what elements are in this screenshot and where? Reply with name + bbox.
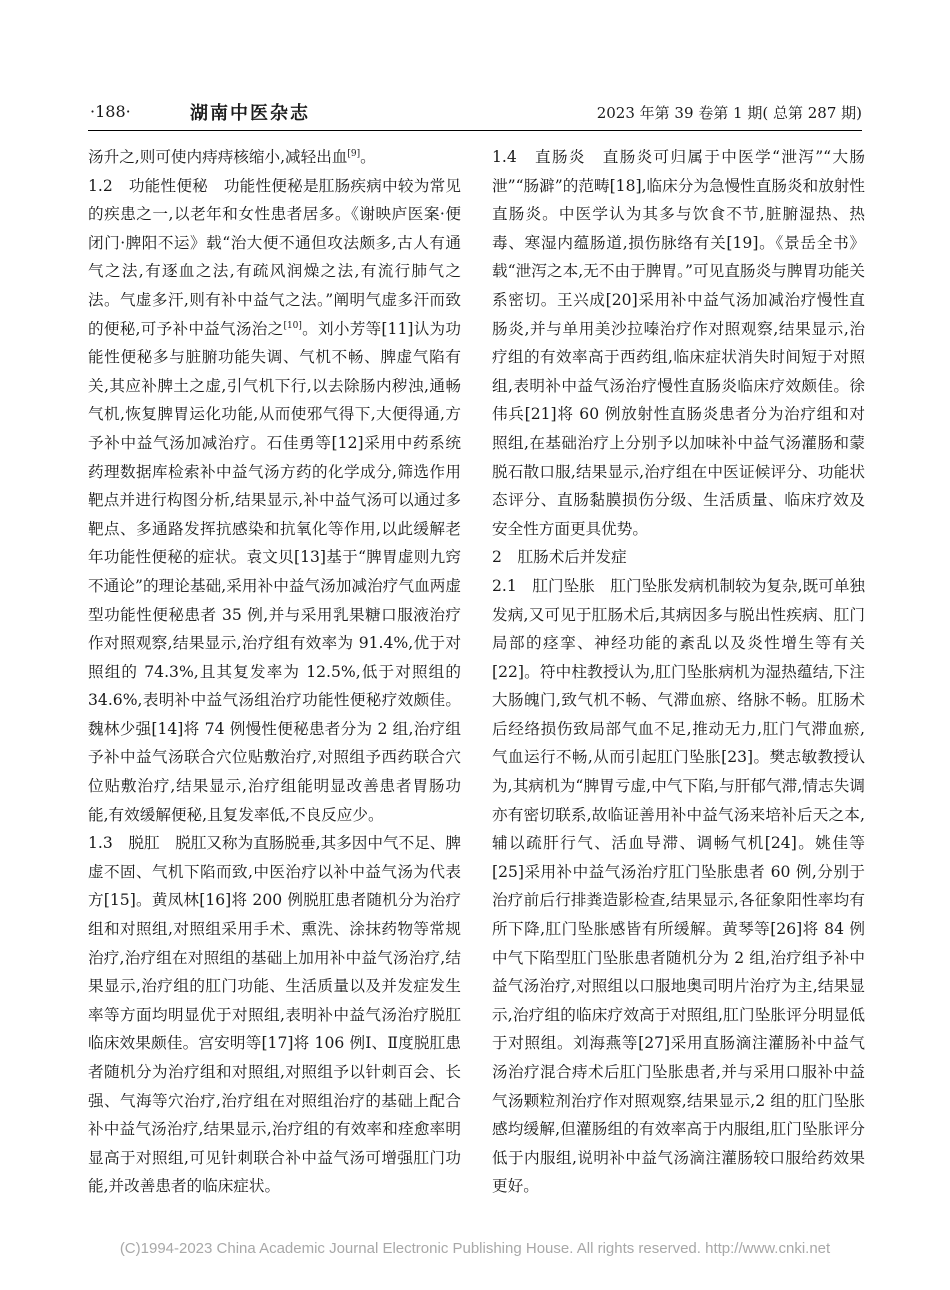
paragraph: 2.1 肛门坠胀 肛门坠胀发病机制较为复杂,既可单独发病,又可见于肛肠术后,其病因多与脱出性疾病、肛门局部的痉挛、神经功能的紊乱以及炎性增生等有关[22]。符中柱教授认为,肛门坠胀病机为湿热蕴结,下注大肠魄门,致气机不畅、气滞血瘀、络脉不畅。肛肠术后经络损伤致局部气血不足,推动无力,肛门气滞血瘀,气血运行不畅,从而引起肛门坠胀[23]。樊志敏教授认为,其病机为“脾胃亏虚,中气下陷,与肝郁气滞,情志失调亦有密切联系,故临证善用补中益气汤来培补后天之本,辅以疏肝行气、活血导滞、调畅气机[24]。姚佳等[25]采用补中益气汤治疗肛门坠胀患者 60 例,分别于治疗前后行排粪造影检查,结果显示,各征象阳性率均有所下降,肛门坠胀感皆有所缓解。黄琴等[26]将 84 例中气下陷型肛门坠胀患者随机分为 2 组,治疗组予补中益气汤治疗,对照组以口服地奥司明片治疗为主,结果显示,治疗组的临床疗效高于对照组,肛门坠胀评分明显低于对照组。刘海燕等[27]采用直肠滴注灌肠补中益气汤治疗混合痔术后肛门坠胀患者,并与采用口服补中益气汤颗粒剂治疗作对照观察,结果显示,2 组的肛门坠胀感均缓解,但灌肠组的有效率高于内服组,肛门坠胀评分低于内服组,说明补中益气汤滴注灌肠较口服给药效果更好。 xyxy=(492,576,865,1196)
paragraph: 1.3 脱肛 脱肛又称为直肠脱垂,其多因中气不足、脾虚不固、气机下陷而致,中医治疗以补中益气汤为代表方[15]。黄凤林[16]将 200 例脱肛患者随机分为治疗组和对照组,对照组采用手术、熏洗、涂抹药物等常规治疗,治疗组在对照组的基础上加用补中益气汤治疗,结果显示,治疗组的肛门功能、生活质量以及并发症发生率等方面均明显优于对照组,表明补中益气汤治疗脱肛临床效果颇佳。宫安明等[17]将 106 例Ⅰ、Ⅱ度脱肛患者随机分为治疗组和对照组,对照组予以针刺百会、长强、气海等穴治疗,治疗组在对照组治疗的基础上配合补中益气汤治疗,结果显示,治疗组的有效率和痊愈率明显高于对照组,可见针刺联合补中益气汤可增强肛门功能,并改善患者的临床症状。 xyxy=(88,834,461,1196)
left-column xyxy=(88,143,461,1201)
paragraph: 1.4 直肠炎 直肠炎可归属于中医学“泄泻”“大肠泄”“肠澼”的范畴[18],临床分为急慢性直肠炎和放射性直肠炎。中医学认为其多与饮食不节,脏腑湿热、热毒、寒湿内蕴肠道,损伤脉络有关[19]。《景岳全书》载“泄泻之本,无不由于脾胃。”可见直肠炎与脾胃功能关系密切。王兴成[20]采用补中益气汤加减治疗慢性直肠炎,并与单用美沙拉嗪治疗作对照观察,结果显示,治疗组的有效率高于西药组,临床症状消失时间短于对照组,表明补中益气汤治疗慢性直肠炎临床疗效颇佳。徐伟兵[21]将 60 例放射性直肠炎患者分为治疗组和对照组,在基础治疗上分别予以加味补中益气汤灌肠和蒙脱石散口服,结果显示,治疗组在中医证候评分、功能状态评分、直肠黏膜损伤分级、生活质量、临床疗效及安全性方面更具优势。 xyxy=(492,148,865,538)
paragraph: 汤升之,则可使内痔痔核缩小,减轻出血[9]。 xyxy=(88,148,376,166)
right-column xyxy=(492,143,865,1201)
page-number: ·188· xyxy=(90,102,131,121)
paragraph: 1.2 功能性便秘 功能性便秘是肛肠疾病中较为常见的疾患之一,以老年和女性患者居多。《谢映庐医案·便闭门·脾阳不运》载“治大便不通但攻法颇多,古人有通气之法,有逐血之法,有疏风润燥之法,有流行肺气之法。气虚多汗,则有补中益气之法。”阐明气虚多汗而致的便秘,可予补中益气汤治之[10]。刘小芳等[11]认为功能性便秘多与脏腑功能失调、气机不畅、脾虚气陷有关,其应补脾土之虚,引气机下行,以去除肠内秽浊,通畅气机,恢复脾胃运化功能,从而使邪气得下,大便得通,方予补中益气汤加减治疗。石佳勇等[12]采用中药系统药理数据库检索补中益气汤方药的化学成分,筛选作用靶点并进行构图分析,结果显示,补中益气汤可以通过多靶点、多通路发挥抗感染和抗氧化等作用,以此缓解老年功能性便秘的症状。袁文贝[13]基于“脾胃虚则九窍不通论”的理论基础,采用补中益气汤加减治疗气血两虚型功能性便秘患者 35 例,并与采用乳果糖口服液治疗作对照观察,结果显示,治疗组有效率为 91.4%,优于对照组的 74.3%,且其复发率为 12.5%,低于对照组的 34.6%,表明补中益气汤组治疗功能性便秘疗效颇佳。魏林少强[14]将 74 例慢性便秘患者分为 2 组,治疗组予补中益气汤联合穴位贴敷治疗,对照组予西药联合穴位贴敷治疗,结果显示,治疗组能明显改善患者胃肠功能,有效缓解便秘,且复发率低,不良反应少。 xyxy=(88,176,461,824)
copyright-footer: (C)1994-2023 China Academic Journal Electronic Publishing House. All rights reserved. http://www.cnki.net xyxy=(119,1240,831,1257)
page-header xyxy=(88,100,862,131)
issue-info: 2023 年第 39 卷第 1 期( 总第 287 期) xyxy=(596,104,862,122)
journal-title: 湖南中医杂志 xyxy=(190,103,310,124)
section-heading: 2 肛肠术后并发症 xyxy=(492,548,627,567)
